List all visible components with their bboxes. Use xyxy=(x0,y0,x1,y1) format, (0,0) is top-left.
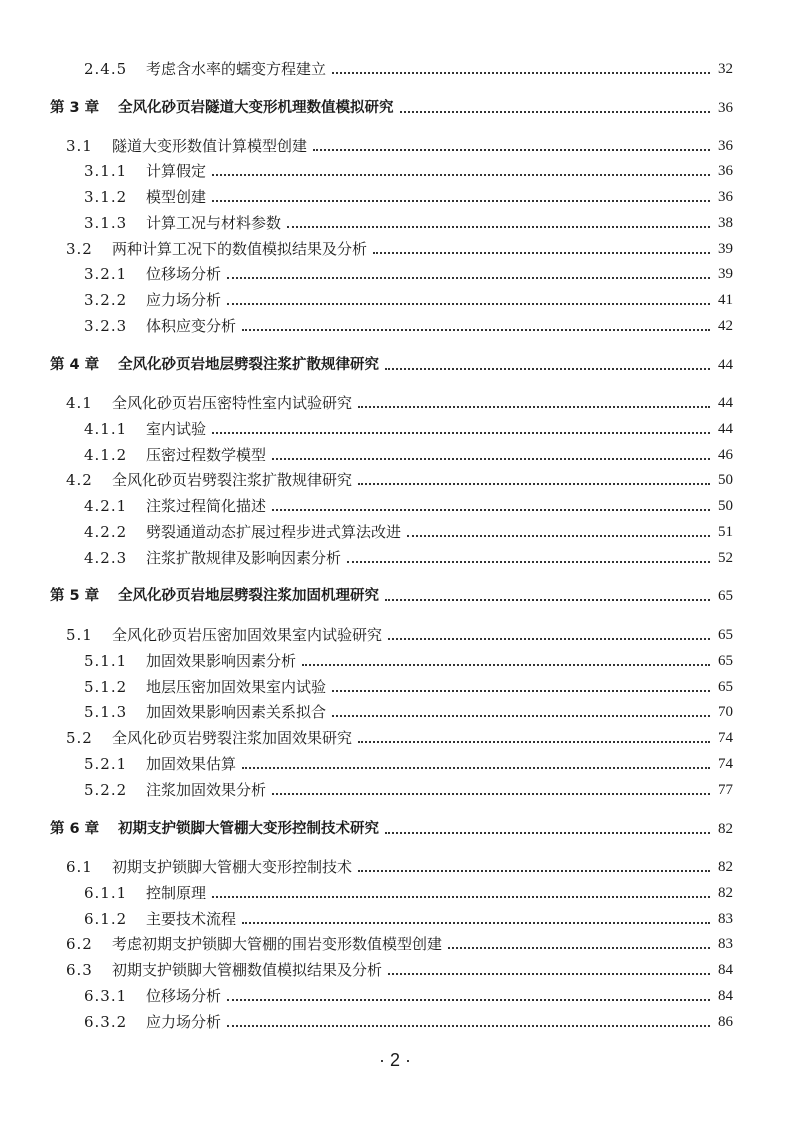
leader-dots xyxy=(227,303,710,305)
toc-page: 36 xyxy=(718,189,733,205)
toc-number: 3.2.2 xyxy=(84,291,128,309)
toc-title: 应力场分析 xyxy=(146,291,222,309)
toc-title: 初期支护锁脚大管棚大变形控制技术 xyxy=(112,858,353,876)
toc-title: 初期支护锁脚大管棚数值模拟结果及分析 xyxy=(112,961,383,979)
toc-page: 82 xyxy=(718,885,733,901)
toc-number: 5.2.1 xyxy=(84,755,128,773)
toc-number: 6.3.2 xyxy=(84,1013,128,1031)
toc-entry[interactable] xyxy=(0,494,790,518)
toc-entry[interactable] xyxy=(0,159,790,183)
toc-entry[interactable] xyxy=(0,649,790,673)
toc-entry[interactable] xyxy=(0,932,790,956)
toc-number: 3.1.2 xyxy=(84,188,128,206)
toc-entry[interactable] xyxy=(0,817,790,841)
toc-entry[interactable] xyxy=(0,546,790,570)
toc-title: 全风化砂页岩地层劈裂注浆扩散规律研究 xyxy=(118,357,379,373)
toc-entry[interactable] xyxy=(0,584,790,608)
toc-page: 51 xyxy=(718,524,733,540)
toc-page: 82 xyxy=(718,859,733,875)
toc-title: 全风化砂页岩劈裂注浆加固效果研究 xyxy=(112,729,353,747)
toc-page: 36 xyxy=(718,100,733,116)
leader-dots xyxy=(227,999,710,1001)
page-number: · 2 · xyxy=(378,1050,411,1070)
toc-title: 室内试验 xyxy=(146,420,207,438)
leader-dots xyxy=(242,329,710,331)
toc-page: 50 xyxy=(718,472,733,488)
toc-entry[interactable] xyxy=(0,726,790,750)
toc-entry[interactable] xyxy=(0,391,790,415)
toc-number: 第 6 章 xyxy=(50,821,100,837)
toc-number: 3.1 xyxy=(66,137,93,155)
toc-entry[interactable] xyxy=(0,314,790,338)
leader-dots xyxy=(358,406,710,408)
toc-number: 4.2.2 xyxy=(84,523,128,541)
leader-dots xyxy=(272,458,710,460)
toc-entry[interactable] xyxy=(0,881,790,905)
leader-dots xyxy=(358,741,710,743)
leader-dots xyxy=(302,664,710,666)
toc-title: 注浆过程简化描述 xyxy=(146,497,267,515)
leader-dots xyxy=(373,252,710,254)
leader-dots xyxy=(358,870,710,872)
toc-page: 39 xyxy=(718,266,733,282)
toc-entry[interactable] xyxy=(0,752,790,776)
toc-page: 50 xyxy=(718,498,733,514)
toc-title: 劈裂通道动态扩展过程步进式算法改进 xyxy=(146,523,402,541)
toc-page: 82 xyxy=(718,821,733,837)
leader-dots xyxy=(227,1025,710,1027)
toc-page: 52 xyxy=(718,550,733,566)
toc-title: 体积应变分析 xyxy=(146,317,237,335)
leader-dots xyxy=(332,72,710,74)
leader-dots xyxy=(212,432,710,434)
toc-number: 4.1.2 xyxy=(84,446,128,464)
toc-entry[interactable] xyxy=(0,262,790,286)
toc-title: 隧道大变形数值计算模型创建 xyxy=(112,137,308,155)
toc-number: 第 3 章 xyxy=(50,100,100,116)
toc-title: 位移场分析 xyxy=(146,265,222,283)
toc-number: 6.3.1 xyxy=(84,987,128,1005)
leader-dots xyxy=(388,638,710,640)
toc-page: 36 xyxy=(718,163,733,179)
toc-title: 注浆扩散规律及影响因素分析 xyxy=(146,549,342,567)
leader-dots xyxy=(287,226,710,228)
toc-title: 加固效果估算 xyxy=(146,755,237,773)
toc-number: 4.2.1 xyxy=(84,497,128,515)
leader-dots xyxy=(400,111,711,113)
leader-dots xyxy=(242,767,710,769)
toc-number: 4.1.1 xyxy=(84,420,128,438)
toc-number: 5.1 xyxy=(66,626,93,644)
toc-number: 5.2 xyxy=(66,729,93,747)
toc-number: 3.2.1 xyxy=(84,265,128,283)
toc-entry[interactable] xyxy=(0,958,790,982)
toc-title: 加固效果影响因素分析 xyxy=(146,652,297,670)
toc-page: 44 xyxy=(718,357,733,373)
leader-dots xyxy=(227,277,710,279)
toc-page: 65 xyxy=(718,627,733,643)
toc-number: 6.1 xyxy=(66,858,93,876)
toc-number: 6.1.2 xyxy=(84,910,128,928)
toc-title: 全风化砂页岩隧道大变形机理数值模拟研究 xyxy=(118,100,394,116)
toc-page: 42 xyxy=(718,318,733,334)
toc-number: 5.1.2 xyxy=(84,678,128,696)
toc-title: 注浆加固效果分析 xyxy=(146,781,267,799)
toc-title: 地层压密加固效果室内试验 xyxy=(146,678,327,696)
toc-page: 84 xyxy=(718,988,733,1004)
leader-dots xyxy=(212,896,710,898)
toc-page: 38 xyxy=(718,215,733,231)
toc-title: 控制原理 xyxy=(146,884,207,902)
toc-entry[interactable] xyxy=(0,417,790,441)
toc-entry[interactable] xyxy=(0,855,790,879)
toc-page: 41 xyxy=(718,292,733,308)
toc-page: 74 xyxy=(718,756,733,772)
toc-page: 74 xyxy=(718,730,733,746)
toc-entry[interactable] xyxy=(0,623,790,647)
toc-entry[interactable] xyxy=(0,96,790,120)
leader-dots xyxy=(347,561,710,563)
toc-page: 36 xyxy=(718,138,733,154)
toc-number: 6.1.1 xyxy=(84,884,128,902)
toc-page: 65 xyxy=(718,679,733,695)
toc-entry[interactable] xyxy=(0,185,790,209)
toc-entry[interactable] xyxy=(0,675,790,699)
toc-page: 83 xyxy=(718,936,733,952)
toc-page: 86 xyxy=(718,1014,733,1030)
toc-title: 计算工况与材料参数 xyxy=(146,214,282,232)
toc-title: 全风化砂页岩劈裂注浆扩散规律研究 xyxy=(112,471,353,489)
toc-entry[interactable] xyxy=(0,984,790,1008)
leader-dots xyxy=(358,483,710,485)
toc-number: 5.2.2 xyxy=(84,781,128,799)
toc-number: 3.1.1 xyxy=(84,162,128,180)
leader-dots xyxy=(388,973,710,975)
toc-entry[interactable] xyxy=(0,353,790,377)
toc-page: 77 xyxy=(718,782,733,798)
toc-number: 第 5 章 xyxy=(50,588,100,604)
toc-entry[interactable] xyxy=(0,468,790,492)
toc-page: 44 xyxy=(718,395,733,411)
toc-title: 考虑含水率的蠕变方程建立 xyxy=(146,60,327,78)
toc-entry[interactable] xyxy=(0,443,790,467)
toc-entry[interactable] xyxy=(0,520,790,544)
leader-dots xyxy=(272,509,710,511)
toc-entry[interactable] xyxy=(0,134,790,158)
toc-title: 初期支护锁脚大管棚大变形控制技术研究 xyxy=(118,821,379,837)
toc-number: 6.3 xyxy=(66,961,93,979)
toc-number: 第 4 章 xyxy=(50,357,100,373)
toc-page: 83 xyxy=(718,911,733,927)
toc-number: 5.1.3 xyxy=(84,703,128,721)
toc-title: 主要技术流程 xyxy=(146,910,237,928)
leader-dots xyxy=(212,174,710,176)
toc-entry[interactable] xyxy=(0,288,790,312)
toc-page: 32 xyxy=(718,61,733,77)
toc-page: 84 xyxy=(718,962,733,978)
toc-page: 46 xyxy=(718,447,733,463)
toc-page: 70 xyxy=(718,704,733,720)
toc-title: 两种计算工况下的数值模拟结果及分析 xyxy=(112,240,368,258)
toc-entry[interactable] xyxy=(0,237,790,261)
toc-page: 65 xyxy=(718,653,733,669)
toc-number: 3.2.3 xyxy=(84,317,128,335)
toc-entry[interactable] xyxy=(0,57,790,81)
leader-dots xyxy=(332,690,710,692)
toc-title: 计算假定 xyxy=(146,162,207,180)
toc-title: 全风化砂页岩压密加固效果室内试验研究 xyxy=(112,626,383,644)
toc-entry[interactable] xyxy=(0,1010,790,1034)
toc-number: 3.1.3 xyxy=(84,214,128,232)
leader-dots xyxy=(448,947,710,949)
toc-entry[interactable] xyxy=(0,778,790,802)
toc-number: 4.1 xyxy=(66,394,93,412)
toc-title: 考虑初期支护锁脚大管棚的围岩变形数值模型创建 xyxy=(112,935,443,953)
toc-title: 全风化砂页岩地层劈裂注浆加固机理研究 xyxy=(118,588,379,604)
toc-page: 65 xyxy=(718,588,733,604)
leader-dots xyxy=(313,149,710,151)
toc-title: 位移场分析 xyxy=(146,987,222,1005)
leader-dots xyxy=(385,832,710,834)
leader-dots xyxy=(332,715,710,717)
toc-number: 4.2 xyxy=(66,471,93,489)
toc-page: 39 xyxy=(718,241,733,257)
toc-title: 全风化砂页岩压密特性室内试验研究 xyxy=(112,394,353,412)
toc-title: 加固效果影响因素关系拟合 xyxy=(146,703,327,721)
leader-dots xyxy=(385,599,710,601)
toc-entry[interactable] xyxy=(0,211,790,235)
leader-dots xyxy=(242,922,710,924)
leader-dots xyxy=(212,200,710,202)
toc-page: 44 xyxy=(718,421,733,437)
leader-dots xyxy=(385,368,710,370)
toc-entry[interactable] xyxy=(0,907,790,931)
toc-title: 压密过程数学模型 xyxy=(146,446,267,464)
toc-number: 2.4.5 xyxy=(84,60,128,78)
toc-number: 3.2 xyxy=(66,240,93,258)
toc-number: 5.1.1 xyxy=(84,652,128,670)
leader-dots xyxy=(407,535,710,537)
toc-title: 应力场分析 xyxy=(146,1013,222,1031)
leader-dots xyxy=(272,793,710,795)
toc-number: 6.2 xyxy=(66,935,93,953)
toc-title: 模型创建 xyxy=(146,188,207,206)
toc-entry[interactable] xyxy=(0,700,790,724)
toc-number: 4.2.3 xyxy=(84,549,128,567)
